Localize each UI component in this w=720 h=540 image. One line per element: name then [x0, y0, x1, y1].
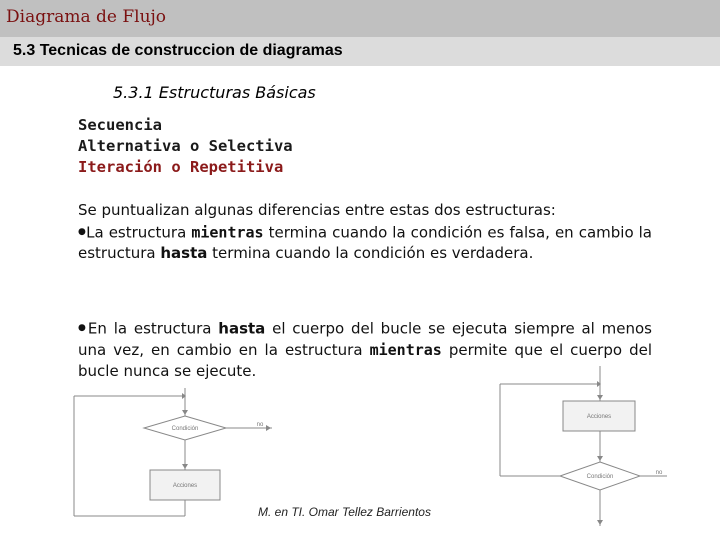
left-action-label: Acciones — [172, 483, 198, 489]
presentation-title: Diagrama de Flujo — [6, 7, 167, 27]
p2-keyword-until: hasta — [218, 319, 266, 338]
right-no-label: no — [655, 470, 663, 476]
p1-keyword-until: hasta — [160, 244, 208, 263]
bullet-icon: ● — [78, 226, 87, 237]
until-loop-diagram — [495, 366, 675, 540]
p2-text-c: permite que el cuerpo del bucle nunca se ejecute. — [78, 340, 652, 381]
intro-text: Se puntualizan algunas diferencias entre estas dos estructuras: — [78, 201, 556, 219]
right-condition-label: Condición — [586, 474, 614, 480]
list-item-sequence: Secuencia — [78, 116, 162, 134]
structure-list — [78, 115, 293, 178]
p1-text-a: La estructura — [86, 222, 192, 241]
left-no-label: no — [256, 422, 264, 428]
list-item-selective: Alternativa o Selectiva — [78, 137, 293, 155]
right-action-label: Acciones — [586, 414, 612, 420]
differences-paragraph — [78, 200, 652, 265]
p1-keyword-while: mientras — [191, 222, 264, 241]
slide-subtitle: 5.3 Tecnicas de construccion de diagramas — [13, 42, 343, 59]
p1-text-b: termina cuando la condición es falsa, en cambio la estructura — [78, 222, 653, 263]
section-heading: 5.3.1 Estructuras Básicas — [113, 83, 316, 102]
p2-keyword-while: mientras — [369, 340, 442, 359]
bullet-icon: ● — [78, 323, 88, 333]
subtitle-bar — [0, 37, 720, 66]
list-item-iteration: Iteración o Repetitiva — [78, 158, 284, 176]
p2-text-b: el cuerpo del bucle se ejecuta siempre al menos una vez, en cambio en la estructura — [78, 319, 652, 359]
left-condition-label: Condición — [171, 426, 199, 432]
title-bar — [0, 0, 720, 37]
p2-text-a: En la estructura — [87, 319, 219, 338]
p1-text-c: termina cuando la condición es verdadera. — [207, 244, 534, 263]
author-footer: M. en TI. Omar Tellez Barrientos — [258, 505, 431, 519]
